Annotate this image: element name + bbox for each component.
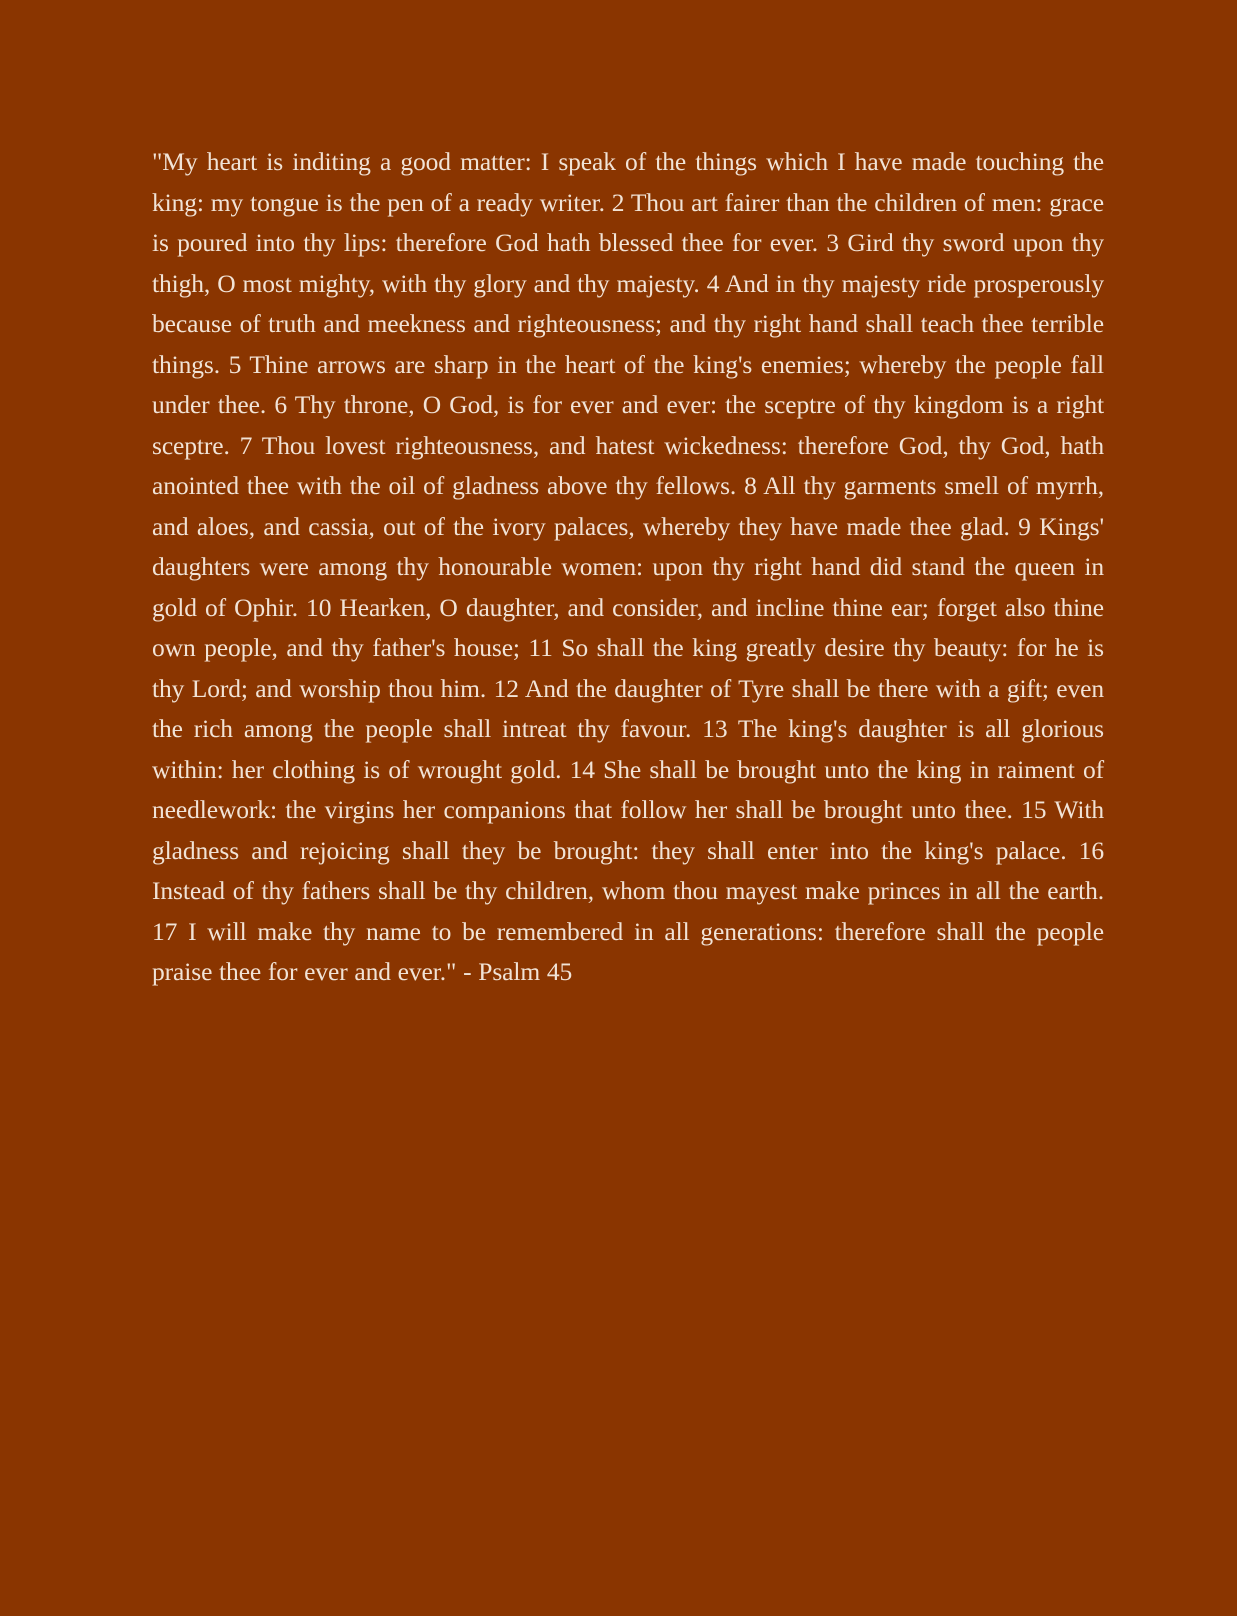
- psalm-passage: "My heart is inditing a good matter: I speak of the things which I have made touching the king: my tongue is the pen of a ready writer. 2 Thou art fairer than the children of men: grace is poured into thy lips: therefore God hath blessed thee for ever. 3 Gird thy sword upon thy thigh, O most mighty, with thy glory and thy majesty. 4 And in thy majesty ride prosperously because of truth and meekness and righteousness; and thy right hand shall teach thee terrible things. 5 Thine arrows are sharp in the heart of the king's enemies; whereby the people fall under thee. 6 Thy throne, O God, is for ever and ever: the sceptre of thy kingdom is a right sceptre. 7 Thou lovest righteousness, and hatest wickedness: therefore God, thy God, hath anointed thee with the oil of gladness above thy fellows. 8 All thy garments smell of myrrh, and aloes, and cassia, out of the ivory palaces, whereby they have made thee glad. 9 Kings' daughters were among thy honourable women: upon thy right hand did stand the queen in gold of Ophir. 10 Hearken, O daughter, and consider, and incline thine ear; forget also thine own people, and thy father's house; 11 So shall the king greatly desire thy beauty: for he is thy Lord; and worship thou him. 12 And the daughter of Tyre shall be there with a gift; even the rich among the people shall intreat thy favour. 13 The king's daughter is all glorious within: her clothing is of wrought gold. 14 She shall be brought unto the king in raiment of needlework: the virgins her companions that follow her shall be brought unto thee. 15 With gladness and rejoicing shall they be brought: they shall enter into the king's palace. 16 Instead of thy fathers shall be thy children, whom thou mayest make princes in all the earth. 17 I will make thy name to be remembered in all generations: therefore shall the people praise thee for ever and ever." - Psalm 45: [152, 147, 1104, 986]
